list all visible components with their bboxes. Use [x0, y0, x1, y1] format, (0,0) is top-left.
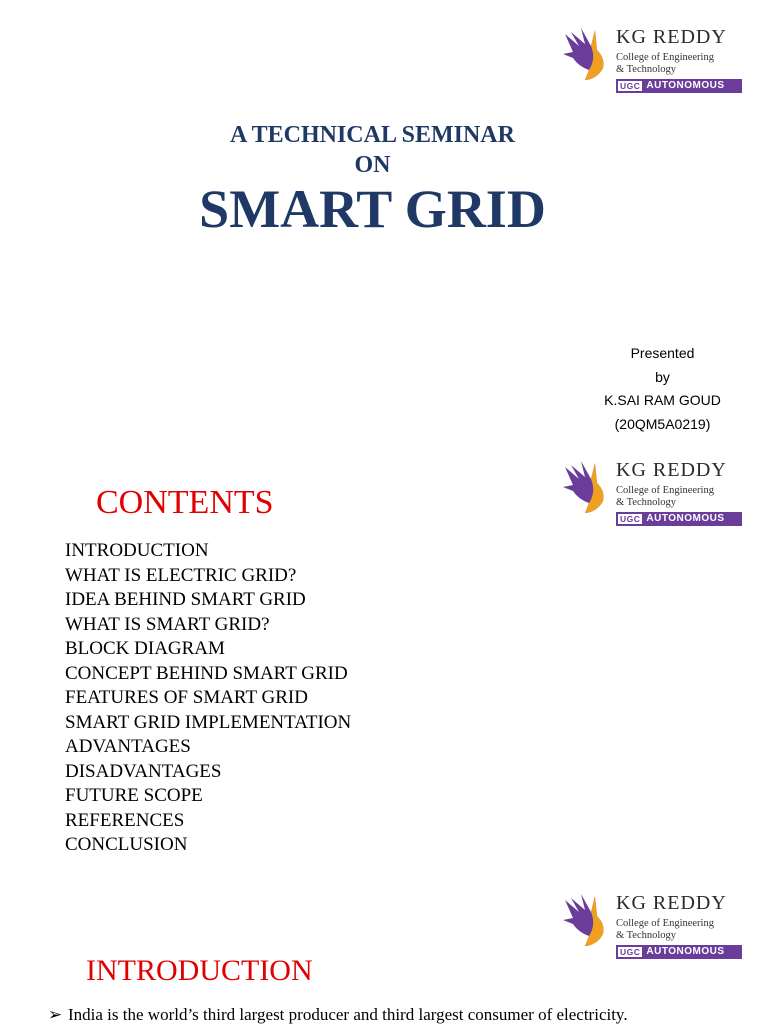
introduction-heading: INTRODUCTION [86, 954, 313, 987]
presented-label: Presented [630, 345, 695, 361]
list-item: BLOCK DIAGRAM [65, 638, 225, 659]
autonomous-badge [616, 512, 742, 526]
college-logo [561, 22, 743, 96]
list-item: WHAT IS SMART GRID? [65, 613, 270, 635]
logo-line2: & Technology [616, 497, 677, 508]
bullet-item [48, 1005, 628, 1025]
logo-name: KG REDDY [616, 892, 727, 914]
by-label: by [655, 368, 670, 385]
list-item: DISADVANTAGES [65, 760, 222, 782]
list-item: ADVANTAGES [65, 736, 191, 757]
contents-list [65, 539, 351, 858]
list-item: FEATURES OF SMART GRID [65, 687, 308, 708]
roll-number: (20QM5A0219) [614, 415, 711, 432]
autonomous-badge [616, 945, 742, 959]
college-logo [561, 455, 743, 529]
cover-on: ON [354, 152, 391, 178]
list-item: INTRODUCTION [65, 540, 209, 561]
logo-line1: College of Engineering [616, 485, 714, 496]
college-logo [561, 888, 743, 962]
bullet-text: India is the world’s third largest producer and third largest consumer of electricity. [68, 1005, 628, 1024]
logo-line1: College of Engineering [616, 918, 714, 929]
presenter-block [580, 342, 745, 436]
autonomous-badge [616, 79, 742, 93]
ugc-label: UGC [620, 947, 641, 957]
cover-title: SMART GRID [199, 179, 546, 239]
cover-subtitle: A TECHNICAL SEMINAR [230, 122, 515, 148]
autonomous-label: AUTONOMOUS [646, 513, 725, 524]
list-item: WHAT IS ELECTRIC GRID? [65, 564, 297, 586]
list-item: SMART GRID IMPLEMENTATION [65, 711, 352, 733]
list-item: FUTURE SCOPE [65, 785, 203, 806]
contents-heading: CONTENTS [96, 484, 274, 521]
eagle-logo-icon [561, 890, 611, 948]
ugc-label: UGC [620, 514, 641, 524]
list-item: CONCEPT BEHIND SMART GRID [65, 662, 348, 684]
logo-name: KG REDDY [616, 26, 727, 48]
logo-line2: & Technology [616, 64, 677, 75]
list-item: CONCLUSION [65, 834, 188, 855]
author-name: K.SAI RAM GOUD [604, 392, 721, 408]
autonomous-label: AUTONOMOUS [646, 80, 725, 91]
ugc-label: UGC [620, 81, 641, 91]
eagle-logo-icon [561, 457, 611, 515]
logo-name: KG REDDY [616, 459, 727, 481]
autonomous-label: AUTONOMOUS [646, 946, 725, 957]
eagle-logo-icon [561, 24, 611, 82]
arrow-bullet-icon: ➢ [48, 1005, 63, 1024]
list-item: REFERENCES [65, 809, 185, 831]
logo-line2: & Technology [616, 930, 677, 941]
logo-line1: College of Engineering [616, 52, 714, 63]
list-item: IDEA BEHIND SMART GRID [65, 589, 306, 610]
